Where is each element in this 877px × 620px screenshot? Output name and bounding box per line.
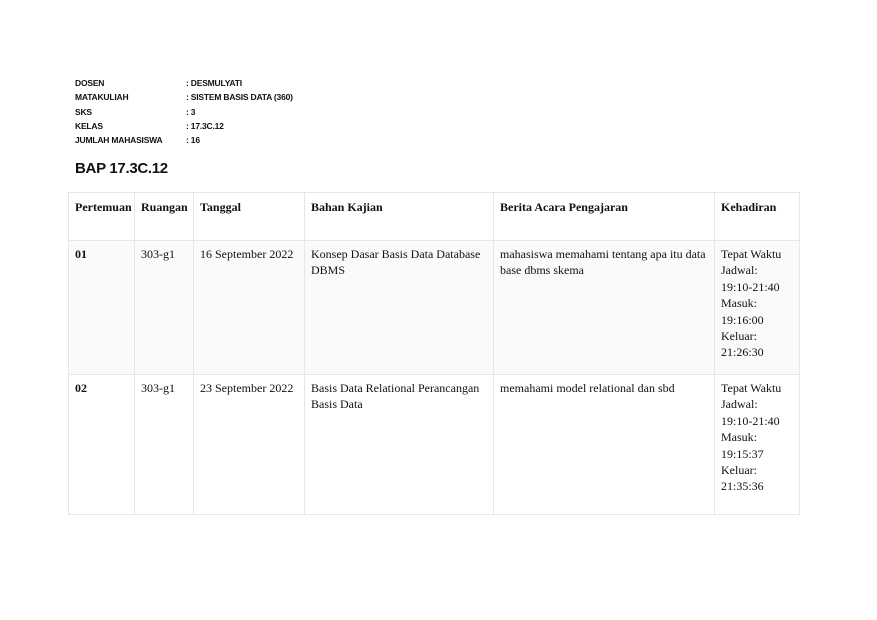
info-row-course <box>75 90 293 104</box>
attendance-out-label: Keluar: <box>721 463 757 478</box>
attendance-out-value: 21:35:36 <box>721 479 764 494</box>
cell-report: mahasiswa memahami tentang apa itu data base dbms skema <box>494 241 715 375</box>
info-row-credits <box>75 105 293 119</box>
cell-topic: Basis Data Relational Perancangan Basis Data <box>305 375 494 515</box>
info-row-class <box>75 119 293 133</box>
attendance-out-value: 21:26:30 <box>721 345 764 360</box>
attendance-schedule-value: 19:10-21:40 <box>721 279 780 294</box>
table-header-row <box>69 193 800 241</box>
info-row-lecturer <box>75 76 293 90</box>
bap-table <box>68 192 800 515</box>
attendance-out-label: Keluar: <box>721 329 757 344</box>
cell-report: memahami model relational dan sbd <box>494 375 715 515</box>
cell-date: 23 September 2022 <box>194 375 305 515</box>
cell-attendance <box>715 375 800 515</box>
cell-attendance <box>715 241 800 375</box>
attendance-in-label: Masuk: <box>721 430 757 445</box>
column-header-report: Berita Acara Pengajaran <box>494 193 715 241</box>
attendance-in-label: Masuk: <box>721 296 757 311</box>
cell-meeting: 02 <box>69 375 135 515</box>
column-header-topic: Bahan Kajian <box>305 193 494 241</box>
attendance-schedule-value: 19:10-21:40 <box>721 413 780 428</box>
info-row-students <box>75 133 293 147</box>
info-value: : SISTEM BASIS DATA (360) <box>186 92 293 103</box>
table-row <box>69 375 800 515</box>
info-value: : 17.3C.12 <box>186 120 224 131</box>
info-label: SKS <box>75 106 92 117</box>
course-info <box>75 76 293 147</box>
column-header-meeting: Pertemuan <box>69 193 135 241</box>
info-label: JUMLAH MAHASISWA <box>75 135 163 146</box>
attendance-status: Tepat Waktu <box>721 247 782 261</box>
info-label: KELAS <box>75 120 103 131</box>
attendance-status: Tepat Waktu <box>721 381 782 395</box>
info-value: : DESMULYATI <box>186 78 242 88</box>
page-title: BAP 17.3C.12 <box>75 160 168 177</box>
attendance-schedule-label: Jadwal: <box>721 397 758 412</box>
column-header-date: Tanggal <box>194 193 305 241</box>
column-header-room: Ruangan <box>135 193 194 241</box>
info-value: : 3 <box>186 106 196 117</box>
attendance-schedule-label: Jadwal: <box>721 263 758 278</box>
info-value: : 16 <box>186 135 200 146</box>
cell-meeting: 01 <box>69 241 135 375</box>
attendance-in-value: 19:16:00 <box>721 312 764 327</box>
cell-topic: Konsep Dasar Basis Data Database DBMS <box>305 241 494 375</box>
cell-date: 16 September 2022 <box>194 241 305 375</box>
info-label: DOSEN <box>75 78 105 88</box>
cell-room: 303-g1 <box>135 241 194 375</box>
attendance-in-value: 19:15:37 <box>721 446 764 461</box>
column-header-attendance: Kehadiran <box>715 193 800 241</box>
table-row <box>69 241 800 375</box>
info-label: MATAKULIAH <box>75 92 129 103</box>
cell-room: 303-g1 <box>135 375 194 515</box>
